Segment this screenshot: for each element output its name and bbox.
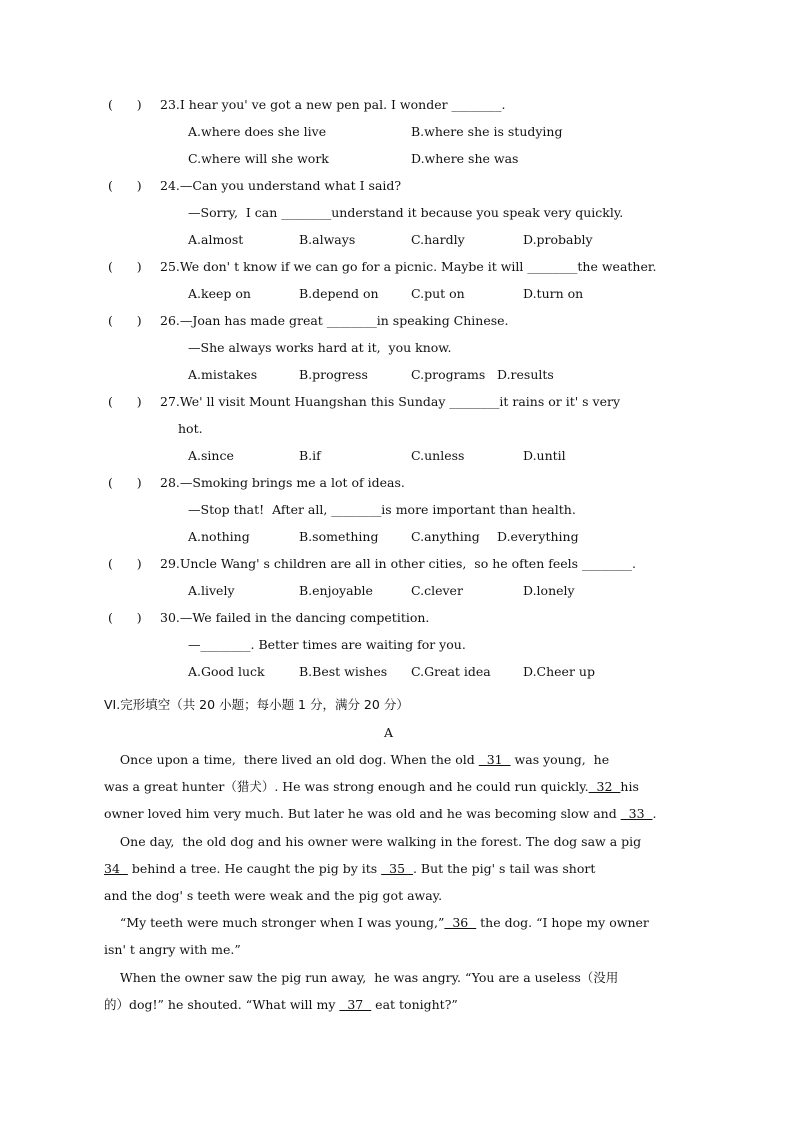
answer-option[interactable]: A.Good luck — [188, 664, 265, 679]
answer-option[interactable]: C.unless — [411, 448, 465, 463]
blank-number[interactable]: 32 — [588, 779, 621, 795]
question-text: 23.I hear you' ve got a new pen pal. I wonder ________. — [160, 97, 506, 112]
answer-bracket[interactable]: ( ) — [108, 259, 142, 274]
answer-bracket[interactable]: ( ) — [108, 475, 142, 490]
passage-text: behind a tree. He caught the pig by its — [127, 860, 382, 876]
answer-bracket[interactable]: ( ) — [108, 313, 142, 328]
answer-option[interactable]: C.where will she work — [188, 151, 329, 166]
question-text: 24.—Can you understand what I said? — [160, 178, 402, 193]
answer-bracket[interactable]: ( ) — [108, 394, 142, 409]
answer-option[interactable]: D.lonely — [523, 583, 575, 598]
section-heading: VI.完形填空（共 20 小题；每小题 1 分，满分 20 分） — [104, 697, 409, 712]
blank-number[interactable]: 31 — [478, 752, 511, 767]
passage-text: 的）dog!” he shouted. “What will my — [104, 996, 340, 1012]
blank-number[interactable]: 34 — [104, 860, 128, 876]
answer-option[interactable]: D.results — [497, 367, 554, 382]
passage-text: eat tonight?” — [371, 996, 458, 1012]
passage-line — [104, 997, 458, 1013]
passage-text: his — [620, 779, 639, 795]
answer-option[interactable]: D.turn on — [523, 286, 584, 301]
passage-line — [104, 752, 609, 768]
passage-text: “My teeth were much stronger when I was young,” — [104, 915, 445, 931]
blank-number[interactable]: 36 — [444, 915, 477, 931]
answer-option[interactable]: D.where she was — [411, 151, 519, 166]
passage-line — [104, 779, 639, 795]
answer-option[interactable]: A.lively — [188, 583, 235, 598]
dialogue-reply: —She always works hard at it, you know. — [188, 340, 452, 355]
answer-option[interactable]: B.something — [299, 529, 379, 544]
blank-number[interactable]: 33 — [620, 806, 653, 822]
passage-text: was young, he — [510, 752, 610, 767]
passage-line — [104, 834, 641, 850]
passage-text: was a great hunter（猎犬）. He was strong enough and he could run quickly. — [104, 779, 589, 795]
dialogue-reply: —________. Better times are waiting for you. — [188, 637, 466, 652]
answer-bracket[interactable]: ( ) — [108, 178, 142, 193]
blank-number[interactable]: 37 — [339, 996, 372, 1012]
answer-option[interactable]: B.depend on — [299, 286, 379, 301]
question-text: 27.We' ll visit Mount Huangshan this Sunday ________it rains or it' s very — [160, 394, 621, 409]
answer-option[interactable]: C.clever — [411, 583, 463, 598]
answer-option[interactable]: A.where does she live — [188, 124, 327, 139]
answer-bracket[interactable]: ( ) — [108, 97, 142, 112]
answer-option[interactable]: B.always — [299, 232, 356, 247]
answer-option[interactable]: A.mistakes — [188, 367, 258, 382]
answer-option[interactable]: C.put on — [411, 286, 465, 301]
passage-line — [104, 861, 595, 877]
passage-text: Once upon a time, there lived an old dog. When the old — [104, 752, 479, 767]
question-text: 29.Uncle Wang' s children are all in other cities, so he often feels ________. — [160, 556, 636, 571]
passage-text: When the owner saw the pig run away, he was angry. “You are a useless（没用 — [104, 969, 619, 985]
passage-text: . — [652, 806, 657, 822]
passage-text: the dog. “I hope my owner — [476, 915, 649, 931]
answer-option[interactable]: D.everything — [497, 529, 579, 544]
answer-option[interactable]: B.Best wishes — [299, 664, 388, 679]
answer-option[interactable]: A.keep on — [188, 286, 251, 301]
passage-line — [104, 806, 656, 822]
answer-option[interactable]: A.almost — [188, 232, 244, 247]
passage-text: isn' t angry with me.” — [104, 942, 241, 958]
answer-option[interactable]: A.nothing — [188, 529, 250, 544]
passage-line — [104, 942, 241, 958]
answer-option[interactable]: A.since — [188, 448, 234, 463]
passage-line — [104, 888, 442, 904]
answer-option[interactable]: C.Great idea — [411, 664, 491, 679]
answer-bracket[interactable]: ( ) — [108, 556, 142, 571]
passage-line — [104, 915, 649, 931]
answer-option[interactable]: C.programs — [411, 367, 486, 382]
question-text-continued: hot. — [178, 421, 203, 436]
answer-option[interactable]: D.until — [523, 448, 566, 463]
answer-option[interactable]: C.anything — [411, 529, 480, 544]
passage-text: One day, the old dog and his owner were walking in the forest. The dog saw a pig — [104, 833, 642, 849]
passage-text: . But the pig' s tail was short — [412, 860, 596, 876]
question-text: 26.—Joan has made great ________in speaking Chinese. — [160, 313, 509, 328]
dialogue-reply: —Sorry, I can ________understand it because you speak very quickly. — [188, 205, 624, 220]
passage-text: owner loved him very much. But later he was old and he was becoming slow and — [104, 806, 621, 822]
answer-option[interactable]: C.hardly — [411, 232, 465, 247]
blank-number[interactable]: 35 — [381, 860, 413, 876]
dialogue-reply: —Stop that! After all, ________is more important than health. — [188, 502, 576, 517]
answer-option[interactable]: B.progress — [299, 367, 368, 382]
passage-line — [104, 970, 618, 986]
answer-option[interactable]: D.probably — [523, 232, 593, 247]
question-text: 30.—We failed in the dancing competition. — [160, 610, 430, 625]
passage-label: A — [384, 725, 394, 740]
question-text: 28.—Smoking brings me a lot of ideas. — [160, 475, 405, 490]
answer-option[interactable]: B.if — [299, 448, 321, 463]
answer-bracket[interactable]: ( ) — [108, 610, 142, 625]
question-text: 25.We don' t know if we can go for a picnic. Maybe it will ________the weather. — [160, 259, 657, 274]
answer-option[interactable]: B.enjoyable — [299, 583, 373, 598]
answer-option[interactable]: D.Cheer up — [523, 664, 595, 679]
answer-option[interactable]: B.where she is studying — [411, 124, 563, 139]
passage-text: and the dog' s teeth were weak and the pig got away. — [104, 888, 443, 903]
